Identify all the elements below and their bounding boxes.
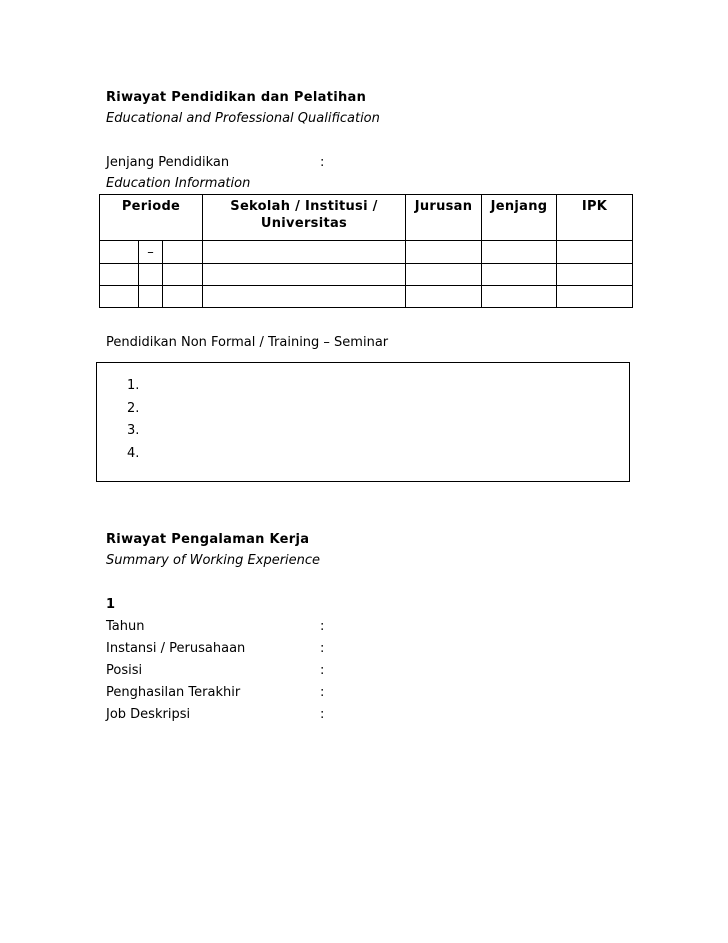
table-cell[interactable] <box>203 241 406 264</box>
section-subtitle-work: Summary of Working Experience <box>106 553 321 568</box>
list-item: 4. <box>127 445 140 461</box>
table-cell[interactable] <box>100 286 139 308</box>
table-cell[interactable] <box>557 241 633 264</box>
list-item: 1. <box>127 378 140 393</box>
header-periode: Periode <box>100 195 203 241</box>
table-cell[interactable] <box>482 286 557 308</box>
table-row <box>100 286 633 308</box>
table-cell-dash: – <box>139 241 163 264</box>
table-cell[interactable] <box>100 241 139 264</box>
nonformal-list <box>127 375 139 465</box>
table-cell[interactable] <box>482 264 557 286</box>
field-jobdesc-colon: : <box>320 707 325 722</box>
field-posisi-label: Posisi <box>106 663 143 678</box>
field-jobdesc-label: Job Deskripsi <box>106 707 191 722</box>
table-cell[interactable] <box>203 286 406 308</box>
nonformal-title: Pendidikan Non Formal / Training – Seminar <box>106 335 389 350</box>
field-instansi-colon: : <box>320 641 325 656</box>
table-cell[interactable] <box>100 264 139 286</box>
header-jurusan: Jurusan <box>406 195 482 241</box>
table-cell[interactable] <box>163 264 203 286</box>
header-sekolah <box>203 195 406 241</box>
table-header-row <box>100 195 633 241</box>
table-cell[interactable] <box>406 264 482 286</box>
field-penghasilan-colon: : <box>320 685 325 700</box>
table-cell[interactable] <box>557 286 633 308</box>
field-posisi-colon: : <box>320 663 325 678</box>
jenjang-label: Jenjang Pendidikan <box>106 155 230 170</box>
section-title-work: Riwayat Pengalaman Kerja <box>106 532 310 547</box>
field-tahun-colon: : <box>320 619 325 634</box>
list-item: 2. <box>127 400 140 416</box>
jenjang-colon: : <box>320 155 325 170</box>
nonformal-box <box>96 362 630 482</box>
field-instansi-label: Instansi / Perusahaan <box>106 641 246 656</box>
section-title-education: Riwayat Pendidikan dan Pelatihan <box>106 90 367 105</box>
table-cell[interactable] <box>406 286 482 308</box>
header-sekolah-line2: Universitas <box>260 216 348 231</box>
table-cell[interactable] <box>557 264 633 286</box>
table-cell[interactable] <box>163 241 203 264</box>
list-item: 3. <box>127 423 140 438</box>
header-ipk: IPK <box>557 195 633 241</box>
table-cell[interactable] <box>203 264 406 286</box>
education-table <box>99 194 633 308</box>
table-row <box>100 241 633 264</box>
header-jenjang: Jenjang <box>482 195 557 241</box>
section-subtitle-education: Educational and Professional Qualification <box>106 111 380 126</box>
work-number: 1 <box>106 597 116 612</box>
table-row <box>100 264 633 286</box>
field-tahun-label: Tahun <box>106 619 145 634</box>
table-cell[interactable] <box>139 264 163 286</box>
table-cell[interactable] <box>163 286 203 308</box>
table-cell[interactable] <box>406 241 482 264</box>
education-info-label: Education Information <box>106 176 251 191</box>
table-cell[interactable] <box>139 286 163 308</box>
table-cell[interactable] <box>482 241 557 264</box>
field-penghasilan-label: Penghasilan Terakhir <box>106 685 241 700</box>
header-sekolah-line1: Sekolah / Institusi / <box>230 199 378 214</box>
